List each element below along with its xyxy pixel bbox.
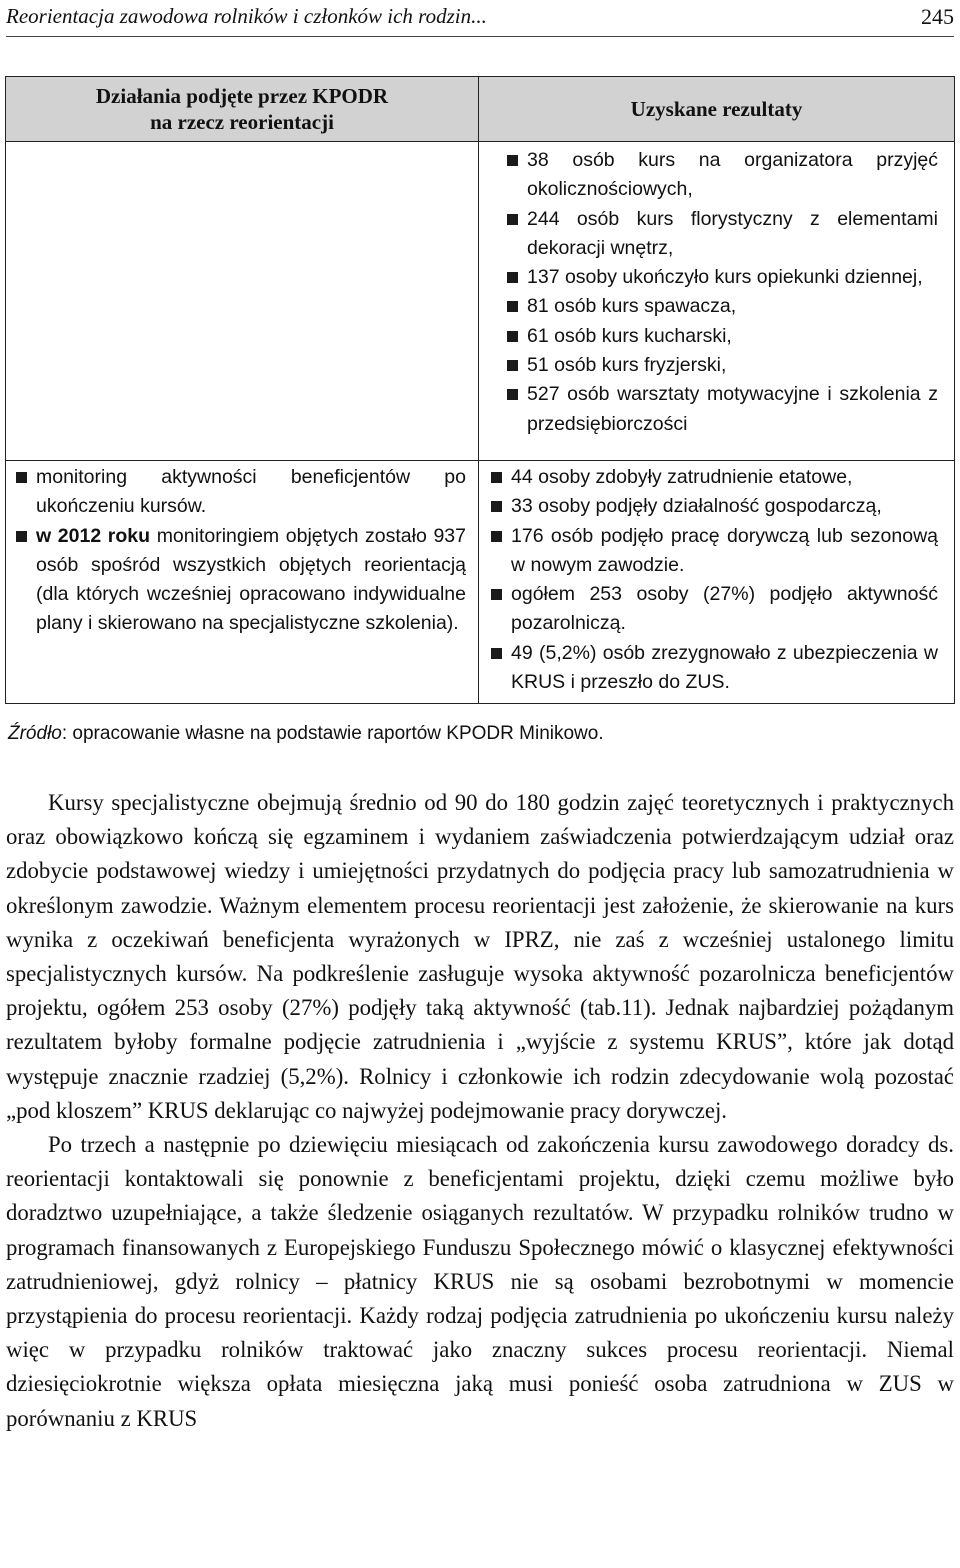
list-item: 137 osoby ukończyło kurs opiekunki dziennej, bbox=[505, 263, 938, 292]
employment-results-list bbox=[489, 463, 938, 697]
list-item: 33 osoby podjęły działalność gospodarczą, bbox=[489, 492, 938, 521]
list-item: 527 osób warsztaty motywacyjne i szkolenia z przedsiębiorczości bbox=[505, 380, 938, 439]
list-item: 61 osób kurs kucharski, bbox=[505, 322, 938, 351]
column-header-results: Uzyskane rezultaty bbox=[479, 77, 955, 142]
table-row bbox=[6, 461, 955, 704]
table-header-row bbox=[6, 77, 955, 142]
list-item: ogółem 253 osoby (27%) podjęło aktywność pozarolniczą. bbox=[489, 580, 938, 639]
page-number: 245 bbox=[921, 4, 954, 29]
list-item: 51 osób kurs fryzjerski, bbox=[505, 351, 938, 380]
list-item: 176 osób podjęło pracę dorywczą lub sezonową w nowym zawodzie. bbox=[489, 522, 938, 581]
column-header-actions bbox=[6, 77, 479, 142]
table-cell-monitoring bbox=[6, 461, 479, 704]
list-item bbox=[14, 522, 466, 639]
paragraph: Po trzech a następnie po dziewięciu miesiącach od zakończenia kursu zawodowego doradcy ds. reorientacji kontaktowali się ponownie z beneficjentami projektu, dzięki czemu możliwe było doradztwo uzupełniające, a także śledzenie osiąganych rezultatów. W przypadku rolników trudno w programach finansowanych z Europejskiego Funduszu Społecznego mówić o klasycznej efektywności zatrudnieniowej, gdyż rolnicy – płatnicy KRUS nie są osobami bezrobotnymi w momencie przystąpienia do procesu reorientacji. Każdy rodzaj podjęcia zatrudnienia po ukończeniu kursu należy więc w przypadku rolników traktować jako znaczny sukces procesu reorientacji. Niemal dziesięciokrotnie większa opłata miesięczna jaką musi ponieść osoba zatrudniona w ZUS w porównaniu z KRUS bbox=[6, 1132, 954, 1431]
running-title: Reorientacja zawodowa rolników i członków ich rodzin... bbox=[6, 4, 487, 28]
course-results-list bbox=[505, 146, 938, 439]
list-item: 38 osób kurs na organizatora przyjęć okolicznościowych, bbox=[505, 146, 938, 205]
body-text bbox=[6, 786, 954, 1436]
running-header bbox=[6, 0, 954, 37]
column-header-actions-line1: Działania podjęte przez KPODR bbox=[95, 84, 389, 108]
column-header-actions-line2: na rzecz reorientacji bbox=[150, 110, 334, 134]
list-item: monitoring aktywności beneficjentów po ukończeniu kursów. bbox=[14, 463, 466, 522]
table-row bbox=[6, 142, 955, 461]
list-item: 81 osób kurs spawacza, bbox=[505, 292, 938, 321]
table-cell-results-courses bbox=[479, 142, 955, 461]
source-label: Źródło bbox=[8, 723, 62, 744]
list-item: 44 osoby zdobyły zatrudnienie etatowe, bbox=[489, 463, 938, 492]
table-source-note bbox=[8, 723, 604, 745]
bold-year: w 2012 roku bbox=[36, 524, 151, 547]
list-item-text: monitoringiem objętych zostało 937 osób spośród wszystkich objętych reorientacją (dla których wcześniej opracowano indywidualne plany i skierowano na specjalistyczne szkolenia). bbox=[36, 524, 466, 635]
table-cell-results-employment bbox=[479, 461, 955, 704]
list-item: 49 (5,2%) osób zrezygnowało z ubezpieczenia w KRUS i przeszło do ZUS. bbox=[489, 639, 938, 698]
list-item: 244 osób kurs florystyczny z elementami dekoracji wnętrz, bbox=[505, 205, 938, 264]
monitoring-list bbox=[14, 463, 466, 639]
results-table bbox=[5, 76, 955, 704]
table-cell-empty bbox=[6, 142, 479, 461]
paragraph: Kursy specjalistyczne obejmują średnio od 90 do 180 godzin zajęć teoretycznych i praktycznych oraz obowiązkowo kończą się egzaminem i wydaniem zaświadczenia potwierdzającym udział oraz zdobycie podstawowej wiedzy i umiejętności przydatnych do podjęcia pracy lub samozatrudnienia w określonym zawodzie. Ważnym elementem procesu reorientacji jest założenie, że skierowanie na kurs wynika z oczekiwań beneficjenta wyrażonych w IPRZ, nie zaś z wcześniej ustalonego limitu specjalistycznych kursów. Na podkreślenie zasługuje wysoka aktywność pozarolnicza beneficjentów projektu, ogółem 253 osoby (27%) podjęły taką aktywność (tab.11). Jednak najbardziej pożądanym rezultatem byłoby formalne podjęcie zatrudnienia i „wyjście z systemu KRUS”, które jak dotąd występuje znacznie rzadziej (5,2%). Rolnicy i członkowie ich rodzin zdecydowanie wolą pozostać „pod kloszem” KRUS deklarując co najwyżej podejmowanie pracy dorywczej. bbox=[6, 790, 954, 1123]
source-text: : opracowanie własne na podstawie raportów KPODR Minikowo. bbox=[61, 723, 604, 744]
